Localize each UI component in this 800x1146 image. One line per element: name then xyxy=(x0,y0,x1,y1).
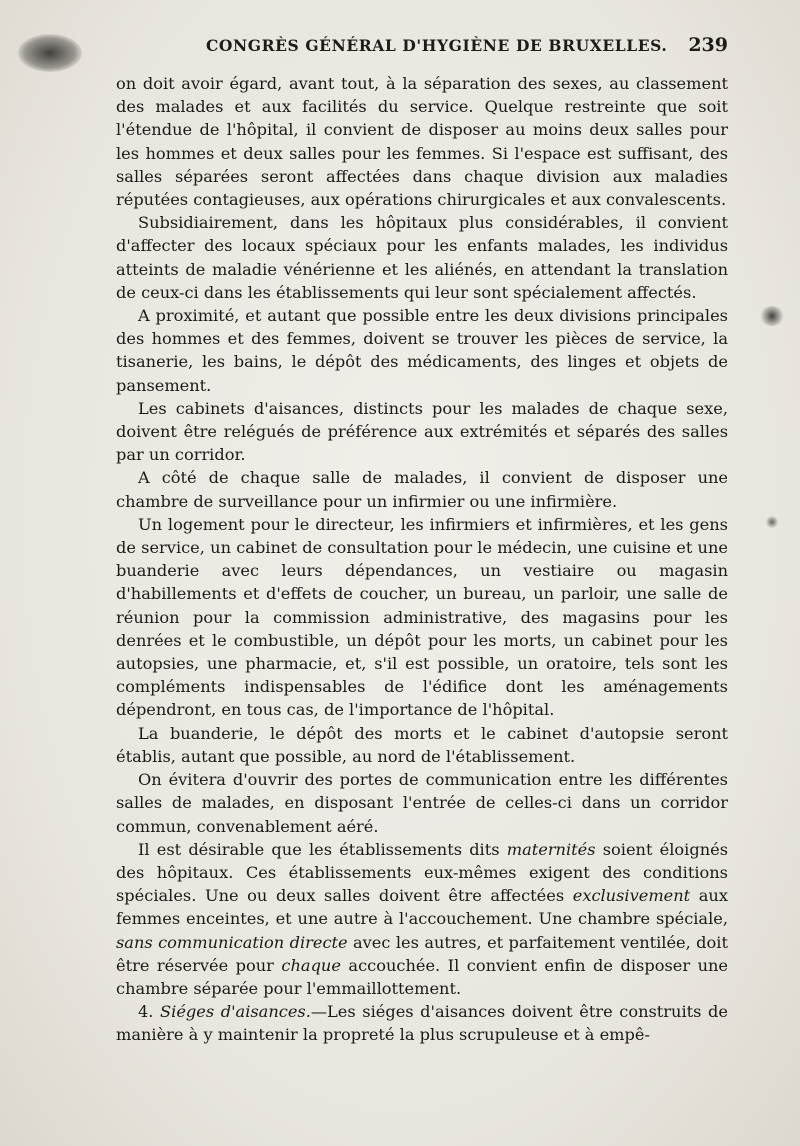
paragraph: La buanderie, le dépôt des morts et le cabinet d'autopsie seront établis, autant que possible, au nord de l'établissement. xyxy=(116,723,728,766)
text-run: soient éloignés des hôpitaux. Ces établissements eux-mêmes exigent des conditions spéciales. Une ou deux salles doivent être affectées xyxy=(116,839,729,906)
text-run: accouchée. Il convient enfin de disposer une chambre séparée pour l'emmaillottement. xyxy=(116,955,728,998)
paragraph: on doit avoir égard, avant tout, à la séparation des sexes, au classement des malades et aux facilités du service. Quelque restreinte que soit l'étendue de l'hôpital, il convient de disposer au moins deux salles pour les hommes et deux salles pour les femmes. Si l'espace est suffisant, des salles séparées seront affectées dans chaque division aux maladies réputées contagieuses, aux opérations chirurgicales et aux convalescents. xyxy=(116,74,728,210)
text-run: —Les siéges d'aisances doivent être construits de manière à y maintenir la propreté la plus scrupuleuse et à empê- xyxy=(116,1002,728,1045)
paragraph-sieges xyxy=(116,1000,728,1046)
paragraph: A proximité, et autant que possible entre les deux divisions principales des hommes et des femmes, doivent se trouver les pièces de service, la tisanerie, les bains, le dépôt des médicaments, des linges et objets de pansement. xyxy=(116,306,728,395)
body-text xyxy=(116,72,728,1047)
paragraph: Subsidiairement, dans les hôpitaux plus considérables, il convient d'affecter des locaux spéciaux pour les enfants malades, les individus atteints de maladie vénérienne et les aliénés, en attendant la translation de ceux-ci dans les établissements qui leur sont spécialement affectés. xyxy=(116,213,728,302)
paragraph: Les cabinets d'aisances, distincts pour les malades de chaque sexe, doivent être relégués de préférence aux extrémités et séparés des salles par un corridor. xyxy=(116,398,728,465)
page-number: 239 xyxy=(688,34,728,56)
italic-run: exclusivement xyxy=(572,886,691,906)
paragraph: On évitera d'ouvrir des portes de communication entre les différentes salles de malades, en disposant l'entrée de celles-ci dans un corridor commun, convenablement aéré. xyxy=(116,770,728,836)
ink-smudge xyxy=(18,34,82,72)
ink-smudge xyxy=(766,516,778,528)
italic-run: chaque xyxy=(281,955,341,975)
text-run: avec les autres, et parfaitement ventilée, doit être réservée pour xyxy=(116,932,728,975)
paragraph: A côté de chaque salle de malades, il convient de disposer une chambre de surveillance pour un infirmier ou une infirmière. xyxy=(116,468,728,511)
italic-run: maternités xyxy=(506,839,596,859)
ink-smudge xyxy=(760,306,784,326)
text-run: Il est désirable que les établissements dits xyxy=(138,839,507,859)
section-heading: Siéges d'aisances. xyxy=(160,1002,311,1022)
page-header xyxy=(116,34,728,60)
running-title: CONGRÈS GÉNÉRAL D'HYGIÈNE DE BRUXELLES. xyxy=(206,36,668,55)
section-number: 4. xyxy=(138,1002,161,1022)
paragraph-maternites xyxy=(116,838,728,1000)
text-run: aux femmes enceintes, et une autre à l'accouchement. Une chambre spéciale, xyxy=(116,886,728,929)
paragraph: Un logement pour le directeur, les infirmiers et infirmières, et les gens de service, un cabinet de consultation pour le médecin, une cuisine et une buanderie avec leurs dépendances, un vestiaire ou magasin d'habillements et d'effets de coucher, un bureau, un parloir, une salle de réunion pour la commission administrative, des magasins pour les denrées et le combustible, un dépôt pour les morts, un cabinet pour les autopsies, une pharmacie, et, s'il est possible, un oratoire, tels sont les compléments indispensables de l'édifice dont les aménagements dépendront, en tous cas, de l'importance de l'hôpital. xyxy=(116,514,728,720)
italic-run: sans communication directe xyxy=(116,932,348,952)
